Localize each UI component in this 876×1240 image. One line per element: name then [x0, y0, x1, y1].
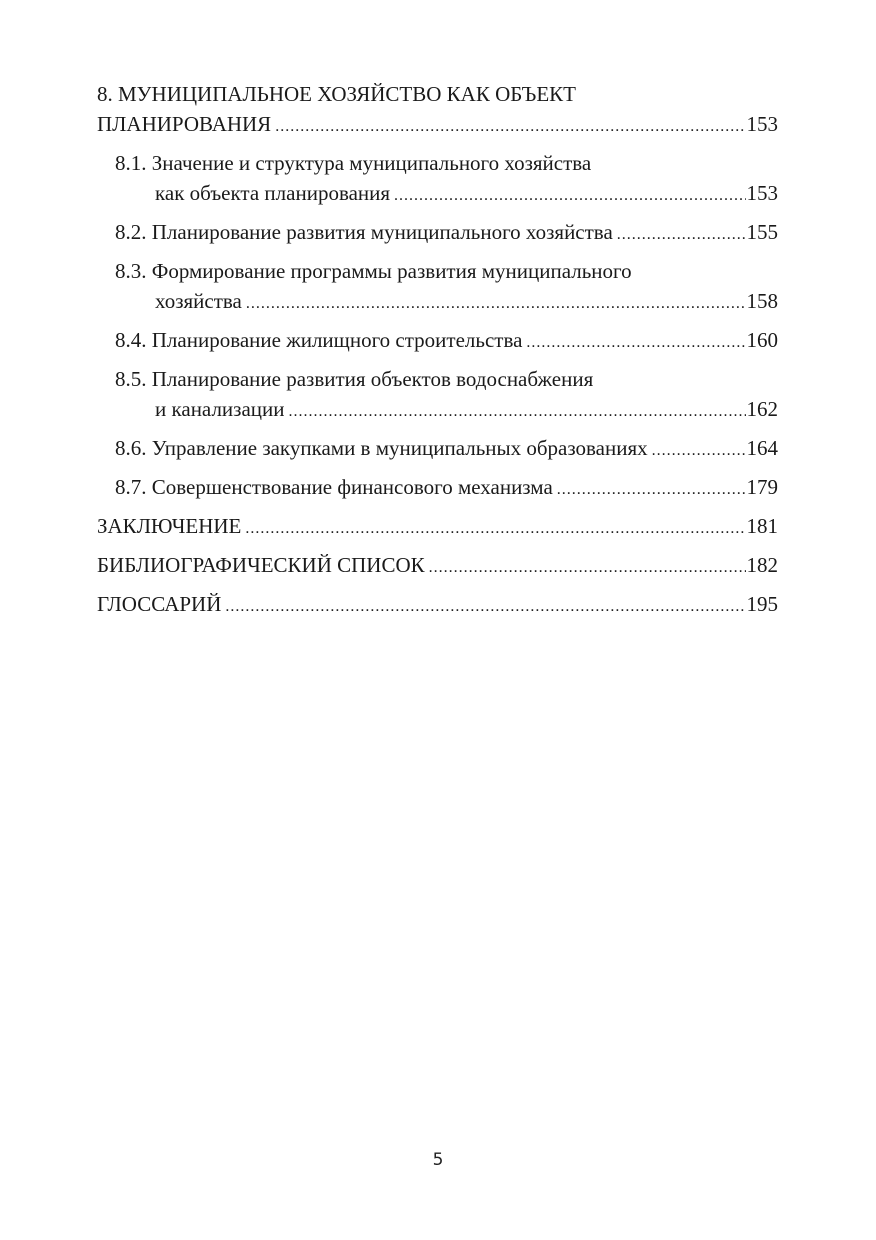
- toc-page-number: 153: [746, 181, 778, 205]
- toc-entry-title-continuation: и канализации: [155, 397, 285, 421]
- toc-entry-title: 8.3. Формирование программы развития муниципального: [115, 259, 632, 283]
- toc-entry-title: 8.7. Совершенствование финансового механизма: [115, 475, 553, 499]
- toc-entry-title-continuation: как объекта планирования: [155, 181, 391, 205]
- page-number: 5: [432, 1150, 444, 1170]
- dot-leader: [245, 514, 745, 544]
- dot-leader: [246, 289, 746, 319]
- dot-leader: [652, 436, 746, 466]
- toc-entry-8-2[interactable]: [97, 217, 778, 247]
- toc-entry-title: 8.6. Управление закупками в муниципальных образованиях: [115, 436, 648, 460]
- toc-entry-8-6[interactable]: [97, 433, 778, 463]
- dot-leader: [557, 475, 746, 505]
- toc-entry-8-4[interactable]: [97, 325, 778, 355]
- toc-page-number: 162: [746, 397, 778, 421]
- toc-entry-chapter-8[interactable]: [97, 79, 778, 139]
- toc-entry-8-3[interactable]: [97, 256, 778, 316]
- dot-leader: [225, 592, 745, 622]
- dot-leader: [526, 328, 745, 358]
- toc-page-number: 164: [746, 436, 778, 460]
- dot-leader: [617, 220, 746, 250]
- dot-leader: [289, 397, 746, 427]
- table-of-contents: [97, 79, 778, 619]
- toc-page-number: 179: [746, 475, 778, 499]
- toc-page-number: 181: [746, 514, 778, 538]
- toc-page-number: 155: [746, 220, 778, 244]
- toc-page-number: 160: [746, 328, 778, 352]
- toc-page-number: 153: [746, 112, 778, 136]
- toc-entry-title: ЗАКЛЮЧЕНИЕ: [97, 514, 242, 538]
- toc-page-number: 182: [746, 553, 778, 577]
- toc-entry-glossary[interactable]: [97, 589, 778, 619]
- toc-entry-8-7[interactable]: [97, 472, 778, 502]
- toc-entry-conclusion[interactable]: [97, 511, 778, 541]
- toc-entry-8-5[interactable]: [97, 364, 778, 424]
- toc-page-number: 195: [746, 592, 778, 616]
- toc-entry-title: 8.1. Значение и структура муниципального хозяйства: [115, 151, 592, 175]
- toc-page-number: 158: [746, 289, 778, 313]
- toc-entry-title-continuation: ПЛАНИРОВАНИЯ: [97, 112, 272, 136]
- dot-leader: [275, 112, 745, 142]
- toc-entry-title: БИБЛИОГРАФИЧЕСКИЙ СПИСОК: [97, 553, 425, 577]
- toc-entry-bibliography[interactable]: [97, 550, 778, 580]
- toc-entry-title-continuation: хозяйства: [155, 289, 242, 313]
- toc-entry-8-1[interactable]: [97, 148, 778, 208]
- toc-entry-title: ГЛОССАРИЙ: [97, 592, 222, 616]
- toc-entry-title: 8. МУНИЦИПАЛЬНОЕ ХОЗЯЙСТВО КАК ОБЪЕКТ: [97, 82, 577, 106]
- toc-entry-title: 8.5. Планирование развития объектов водоснабжения: [115, 367, 594, 391]
- dot-leader: [394, 181, 745, 211]
- dot-leader: [429, 553, 746, 583]
- toc-entry-title: 8.4. Планирование жилищного строительства: [115, 328, 523, 352]
- toc-entry-title: 8.2. Планирование развития муниципального хозяйства: [115, 220, 613, 244]
